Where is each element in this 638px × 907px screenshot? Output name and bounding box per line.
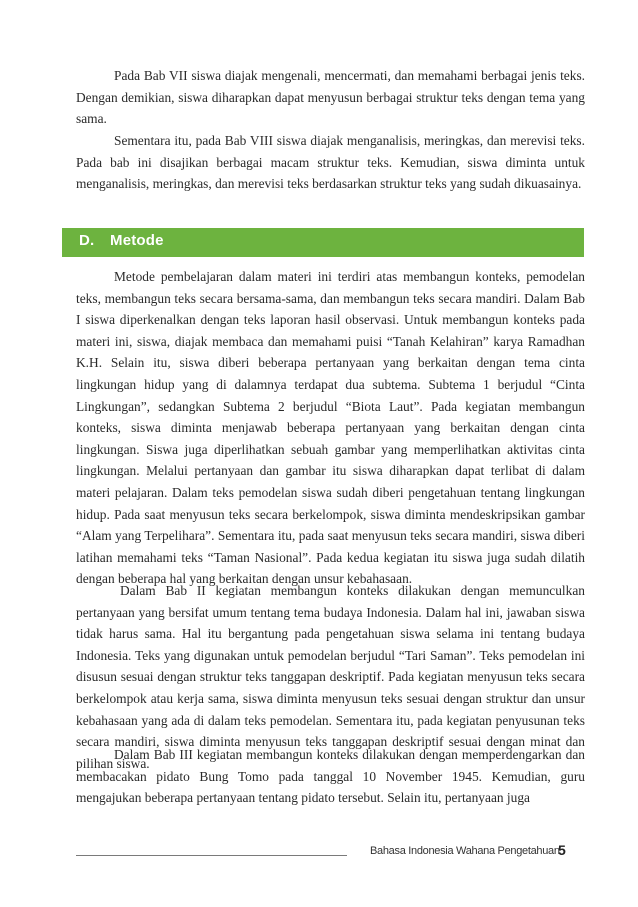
section-heading: [79, 232, 164, 249]
method-paragraph-bab-ii: Dalam Bab II kegiatan membangun konteks dilakukan dengan memunculkan pertanyaan yang bersifat umum tentang tema budaya Indonesia. Dalam hal ini, jawaban siswa tidak harus sama. Hal itu bergantung pada pengetahuan siswa selama ini tentang budaya Indonesia. Teks yang digunakan untuk pemodelan berjudul “Tari Saman”. Teks pemodelan ini disusun sesuai dengan struktur teks tanggapan deskriptif. Pada kegiatan menyusun teks secara berkelompok atau kerja sama, siswa diminta menyusun teks sesuai dengan struktur dan unsur kebahasaan yang ada di dalam teks pemodelan. Sementara itu, pada kegiatan penyusunan teks secara mandiri, siswa diminta menyusun teks tanggapan deskriptif sesuai dengan minat dan pilihan siswa.: [76, 583, 585, 771]
page-number: 5: [558, 842, 566, 858]
method-paragraph-bab-i: Metode pembelajaran dalam materi ini terdiri atas membangun konteks, pemodelan teks, membangun teks secara bersama-sama, dan membangun teks secara mandiri. Dalam Bab I siswa diperkenalkan dengan teks laporan hasil observasi. Untuk membangun konteks pada materi ini, siswa, diajak membaca dan memahami puisi “Tanah Kelahiran” karya Ramadhan K.H. Selain itu, siswa diberi beberapa pertanyaan yang berkaitan dengan tema cinta lingkungan hidup yang di dalamnya terdapat dua subtema. Subtema 1 berjudul “Cinta Lingkungan”, sedangkan Subtema 2 berjudul “Biota Laut”. Pada kegiatan membangun konteks, siswa diminta menjawab beberapa pertanyaan yang berkaitan dengan cinta lingkungan. Siswa juga diperlihatkan sebuah gambar yang memperlihatkan aktivitas cinta lingkungan. Melalui pertanyaan dan gambar itu siswa diharapkan dapat terlibat di dalam materi pelajaran. Dalam teks pemodelan siswa sudah diberi pengetahuan tentang lingkungan hidup. Pada saat menyusun teks secara berkelompok, siswa diminta mendeskripsikan gambar “Alam yang Terpelihara”. Sementara itu, pada saat menyusun teks secara mandiri, siswa diberi latihan memahami teks “Taman Nasional”. Pada kedua kegiatan itu siswa juga sudah dilatih dengan beberapa hal yang berkaitan dengan unsur kebahasaan.: [76, 269, 585, 587]
section-title: Metode: [110, 232, 164, 249]
method-paragraph-bab-iii: Dalam Bab III kegiatan membangun konteks dilakukan dengan memperdengarkan dan membacakan pidato Bung Tomo pada tanggal 10 November 1945. Kemudian, guru mengajukan beberapa pertanyaan tentang pidato tersebut. Selain itu, pertanyaan juga: [76, 747, 585, 806]
footer-book-title: Bahasa Indonesia Wahana Pengetahuan: [370, 845, 560, 857]
footer-rule: [76, 855, 347, 856]
intro-paragraph-bab-viii: Sementara itu, pada Bab VIII siswa diajak menganalisis, meringkas, dan merevisi teks. Pada bab ini disajikan berbagai macam struktur teks. Kemudian, siswa diminta untuk menganalisis, meringkas, dan merevisi teks berdasarkan struktur teks yang sudah dikuasainya.: [76, 133, 585, 192]
intro-paragraph-bab-vii: Pada Bab VII siswa diajak mengenali, mencermati, dan memahami berbagai jenis teks. Dengan demikian, siswa diharapkan dapat menyusun berbagai struktur teks dengan tema yang sama.: [76, 68, 585, 127]
section-number: D.: [79, 232, 95, 249]
